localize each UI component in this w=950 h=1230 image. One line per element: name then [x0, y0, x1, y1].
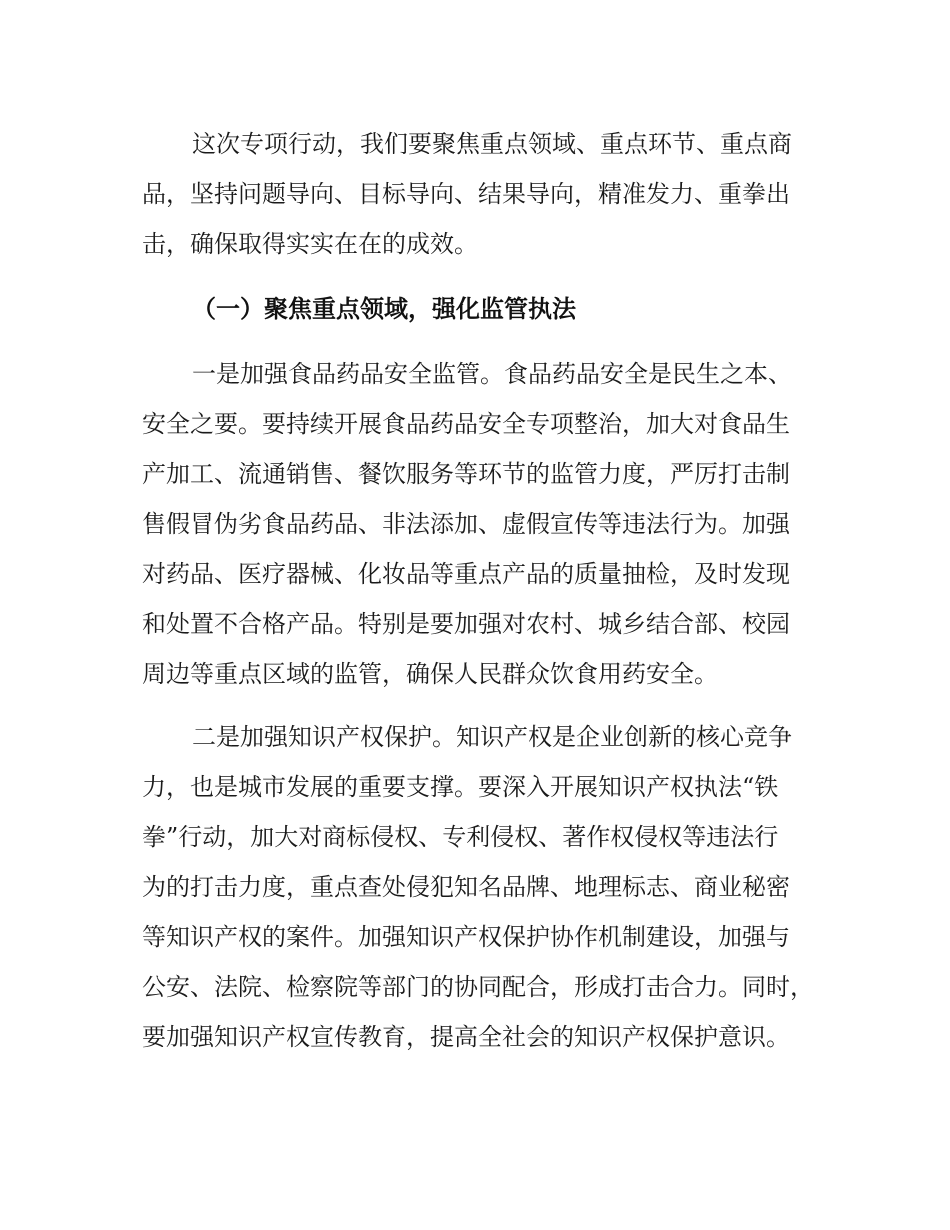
paragraph1-line: 产加工、流通销售、餐饮服务等环节的监管力度，严厉打击制: [142, 460, 790, 488]
paragraph2-line: 力，也是城市发展的重要支撑。要深入开展知识产权执法“铁: [142, 773, 779, 801]
paragraph2-line: 公安、法院、检察院等部门的协同配合，形成打击合力。同时，: [142, 973, 814, 1001]
paragraph1-line: 安全之要。要持续开展食品药品安全专项整治，加大对食品生: [142, 410, 790, 438]
paragraph2-line: 等知识产权的案件。加强知识产权保护协作机制建设，加强与: [142, 923, 790, 951]
paragraph2-line: 为的打击力度，重点查处侵犯知名品牌、地理标志、商业秘密: [142, 873, 790, 901]
paragraph1-line: 和处置不合格产品。特别是要加强对农村、城乡结合部、校园: [142, 610, 790, 638]
section-heading: （一）聚焦重点领域，强化监管执法: [192, 295, 576, 323]
intro-line: 品，坚持问题导向、目标导向、结果导向，精准发力、重拳出: [142, 180, 790, 208]
paragraph1-line: 对药品、医疗器械、化妆品等重点产品的质量抽检，及时发现: [142, 560, 790, 588]
paragraph2-line: 要加强知识产权宣传教育，提高全社会的知识产权保护意识。: [142, 1023, 790, 1051]
intro-line: 这次专项行动，我们要聚焦重点领域、重点环节、重点商: [192, 130, 792, 158]
paragraph2-line: 拳”行动，加大对商标侵权、专利侵权、著作权侵权等违法行: [142, 823, 779, 851]
paragraph2-line: 二是加强知识产权保护。知识产权是企业创新的核心竞争: [192, 723, 792, 751]
intro-line: 击，确保取得实实在在的成效。: [142, 230, 478, 258]
paragraph1-line: 周边等重点区域的监管，确保人民群众饮食用药安全。: [142, 660, 718, 688]
paragraph1-line: 一是加强食品药品安全监管。食品药品安全是民生之本、: [192, 360, 792, 388]
paragraph1-line: 售假冒伪劣食品药品、非法添加、虚假宣传等违法行为。加强: [142, 510, 790, 538]
